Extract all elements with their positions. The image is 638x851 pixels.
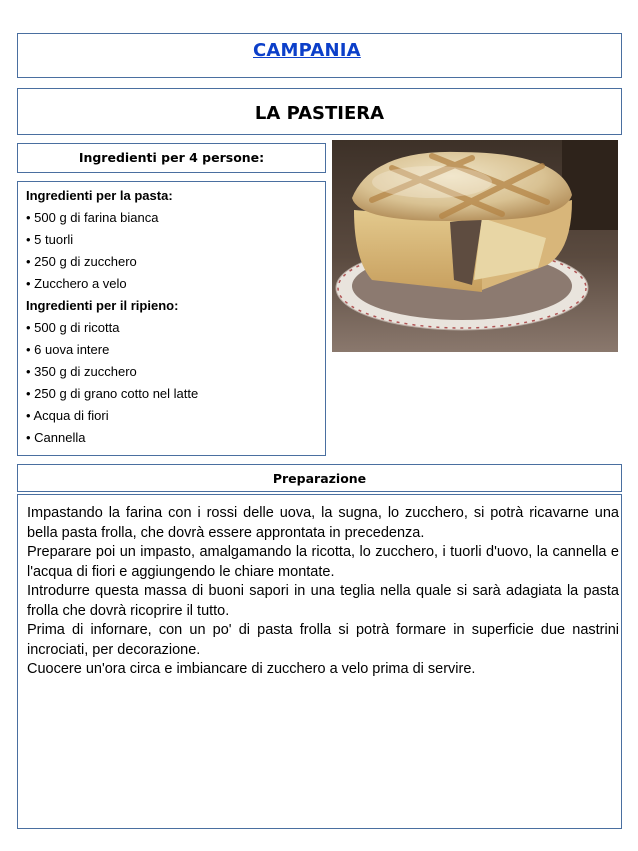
preparation-heading: Preparazione xyxy=(272,471,367,486)
ingredients-heading: Ingredienti per 4 persone: xyxy=(78,150,265,165)
ingredients-heading-box xyxy=(17,143,326,173)
pasta-section-title: Ingredienti per la pasta: xyxy=(26,188,173,203)
ingredients-list-box xyxy=(17,181,326,456)
recipe-title-box xyxy=(17,88,622,135)
preparation-paragraph: Introdurre questa massa di buoni sapori in una teglia nella quale si sarà adagiata la pasta frolla che dovrà ricoprire il tutto. xyxy=(27,583,619,619)
list-item: • 500 g di farina bianca xyxy=(26,210,159,225)
list-item: • 500 g di ricotta xyxy=(26,320,120,335)
preparation-paragraph: Cuocere un'ora circa e imbiancare di zucchero a velo prima di servire. xyxy=(27,661,476,677)
preparation-text xyxy=(27,504,619,680)
pastiera-photo xyxy=(332,140,618,352)
filling-section-title: Ingredienti per il ripieno: xyxy=(26,298,179,313)
preparation-box xyxy=(17,494,622,829)
list-item: • 5 tuorli xyxy=(26,232,74,247)
list-item: • 350 g di zucchero xyxy=(26,364,137,379)
list-item: • 6 uova intere xyxy=(26,342,110,357)
list-item: • Acqua di fiori xyxy=(26,408,109,423)
list-item: • 250 g di grano cotto nel latte xyxy=(26,386,199,401)
recipe-title: LA PASTIERA xyxy=(254,103,385,124)
list-item: • Zucchero a velo xyxy=(26,276,127,291)
preparation-paragraph: Impastando la farina con i rossi delle uova, la sugna, lo zucchero, si potrà ricavarne una bella pasta frolla, che dovrà essere approntata in precedenza. xyxy=(27,505,619,541)
preparation-paragraph: Preparare poi un impasto, amalgamando la ricotta, lo zucchero, i tuorli d'uovo, la cannella e l'acqua di fiori e aggiungendo le chiare montate. xyxy=(27,544,619,580)
preparation-paragraph: Prima di infornare, con un po' di pasta frolla si potrà formare in superficie due nastrini incrociati, per decorazione. xyxy=(27,622,619,658)
region-title: CAMPANIA xyxy=(253,40,361,61)
preparation-heading-box xyxy=(17,464,622,492)
ingredients-list xyxy=(26,185,316,449)
list-item: • 250 g di zucchero xyxy=(26,254,137,269)
list-item: • Cannella xyxy=(26,430,86,445)
